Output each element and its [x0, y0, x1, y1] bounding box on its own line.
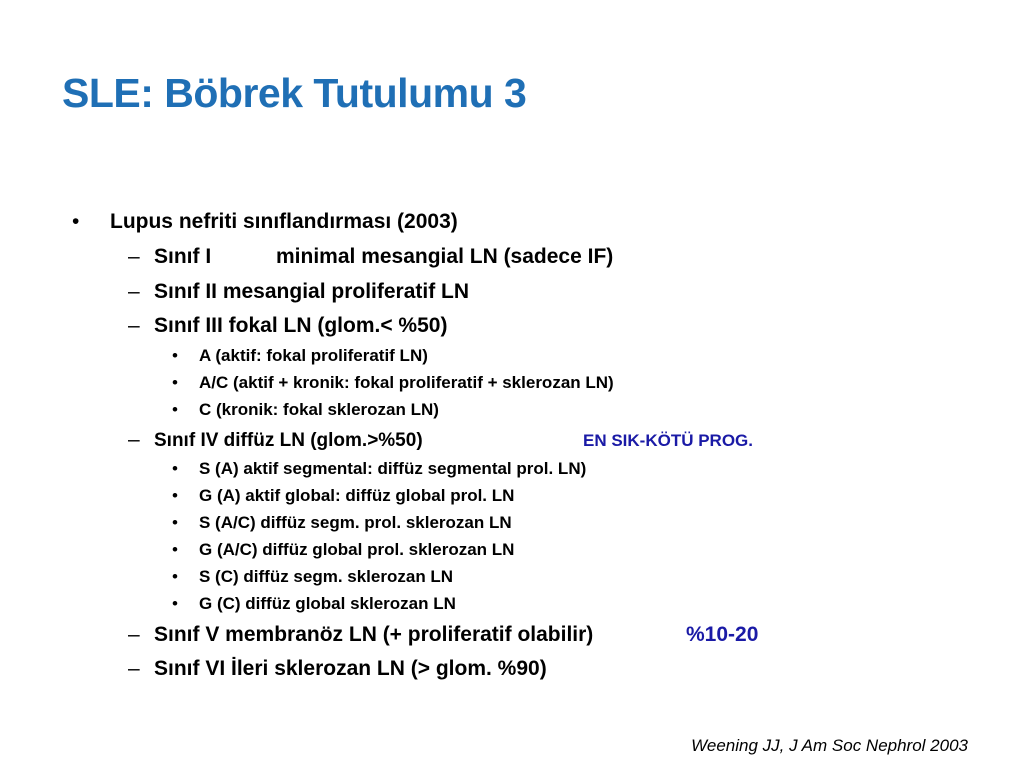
class-3-sub-item: C (kronik: fokal sklerozan LN)	[199, 400, 439, 419]
class-3-sub-item: A (aktif: fokal proliferatif LN)	[199, 346, 428, 365]
sub-bullet-marker: •	[172, 373, 178, 392]
class-4-sub-item: S (A/C) diffüz segm. prol. sklerozan LN	[199, 513, 512, 532]
sub-bullet-marker: •	[172, 567, 178, 586]
class-3-sub-item: A/C (aktif + kronik: fokal proliferatif + sklerozan LN)	[199, 373, 614, 392]
class-5-frequency-note: %10-20	[686, 623, 759, 646]
class-4-prognosis-note: EN SIK-KÖTÜ PROG.	[583, 431, 754, 450]
class-6: Sınıf VI İleri sklerozan LN (> glom. %90)	[154, 657, 547, 680]
sub-bullet-marker: •	[172, 459, 178, 478]
class-4-sub-item: G (C) diffüz global sklerozan LN	[199, 594, 456, 613]
sub-bullet-marker: •	[172, 486, 178, 505]
dash-marker: –	[128, 280, 140, 303]
class-4-sub-item: G (A) aktif global: diffüz global prol. LN	[199, 486, 515, 505]
dash-marker: –	[128, 657, 140, 680]
sub-bullet-marker: •	[172, 540, 178, 559]
slide-title: SLE: Böbrek Tutulumu 3	[62, 70, 527, 116]
sub-bullet-marker: •	[172, 400, 178, 419]
dash-marker: –	[128, 314, 140, 337]
sub-bullet-marker: •	[172, 594, 178, 613]
dash-marker: –	[128, 428, 140, 451]
class-1-name: Sınıf I	[154, 245, 212, 268]
citation: Weening JJ, J Am Soc Nephrol 2003	[691, 736, 968, 755]
classification-heading: Lupus nefriti sınıflandırması (2003)	[110, 210, 458, 233]
bullet-marker: •	[72, 210, 80, 233]
sub-bullet-marker: •	[172, 346, 178, 365]
sub-bullet-marker: •	[172, 513, 178, 532]
class-2: Sınıf II mesangial proliferatif LN	[154, 280, 470, 303]
class-3: Sınıf III fokal LN (glom.< %50)	[154, 314, 448, 337]
class-4-sub-item: S (A) aktif segmental: diffüz segmental prol. LN)	[199, 459, 587, 478]
class-4-sub-item: G (A/C) diffüz global prol. sklerozan LN	[199, 540, 515, 559]
dash-marker: –	[128, 623, 140, 646]
class-5: Sınıf V membranöz LN (+ proliferatif olabilir)	[154, 623, 594, 646]
class-4: Sınıf IV diffüz LN (glom.>%50)	[154, 430, 423, 451]
dash-marker: –	[128, 245, 140, 268]
class-1-description: minimal mesangial LN (sadece IF)	[276, 245, 614, 268]
class-4-sub-item: S (C) diffüz segm. sklerozan LN	[199, 567, 454, 586]
